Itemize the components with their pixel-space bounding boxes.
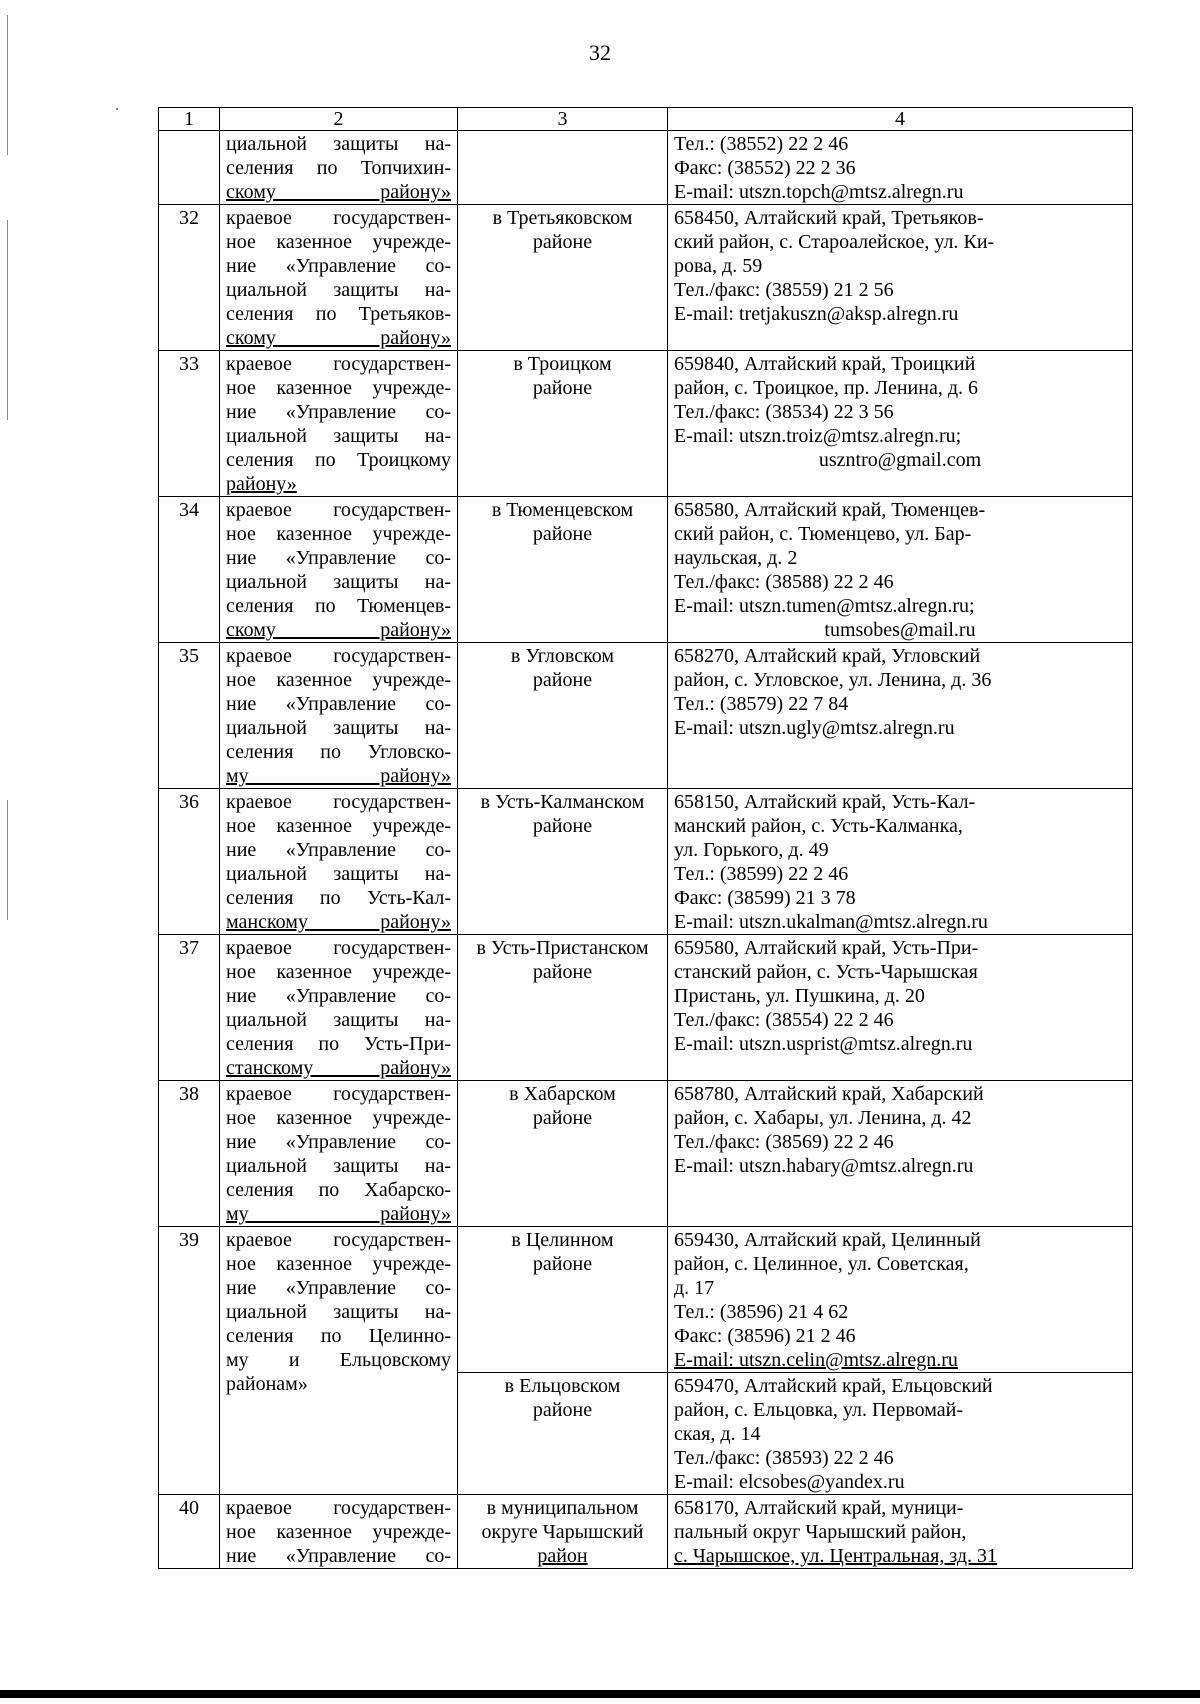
district-name bbox=[458, 643, 668, 789]
institution-line: ное казенное учрежде- bbox=[226, 1521, 451, 1543]
institution-name bbox=[220, 205, 458, 351]
district-line: районе bbox=[532, 523, 593, 545]
district-name bbox=[458, 1373, 668, 1495]
institution-line: ное казенное учрежде- bbox=[226, 523, 451, 545]
institution-name bbox=[220, 1227, 458, 1495]
institution-line: ние «Управление со- bbox=[226, 1277, 451, 1299]
contact-details bbox=[668, 643, 1133, 789]
institution-line: краевое государствен- bbox=[226, 353, 451, 375]
district-name bbox=[458, 1227, 668, 1373]
contact-line: Тел./факс: (38554) 22 2 46 bbox=[674, 1009, 894, 1031]
contact-line: Факс: (38596) 21 2 46 bbox=[674, 1325, 856, 1347]
table-row bbox=[159, 351, 1133, 497]
contact-line: uszntro@gmail.com bbox=[818, 449, 982, 471]
contact-line: с. Чарышское, ул. Центральная, зд. 31 bbox=[674, 1545, 998, 1567]
district-name bbox=[458, 1495, 668, 1569]
institution-line: селения по Усть-Кал- bbox=[226, 887, 451, 909]
contact-line: район, с. Ельцовка, ул. Первомай- bbox=[674, 1399, 964, 1421]
contact-line: 659840, Алтайский край, Троицкий bbox=[674, 353, 976, 375]
contact-line: ул. Горького, д. 49 bbox=[674, 839, 829, 861]
contact-line: E-mail: utszn.usprist@mtsz.alregn.ru bbox=[674, 1033, 973, 1055]
institution-line: селения по Целинно- bbox=[226, 1325, 451, 1347]
institution-name bbox=[220, 351, 458, 497]
district-name bbox=[458, 351, 668, 497]
institution-name bbox=[220, 1081, 458, 1227]
table-row bbox=[159, 935, 1133, 1081]
contact-line: район, с. Угловское, ул. Ленина, д. 36 bbox=[674, 669, 992, 691]
institution-line: селения по Усть-При- bbox=[226, 1033, 451, 1055]
district-line: районе bbox=[532, 1107, 593, 1129]
institution-line: ное казенное учрежде- bbox=[226, 1107, 451, 1129]
contact-line: рова, д. 59 bbox=[674, 255, 763, 277]
table-row bbox=[159, 1081, 1133, 1227]
institution-line: ние «Управление со- bbox=[226, 255, 451, 277]
contact-line: E-mail: elcsobes@yandex.ru bbox=[674, 1471, 905, 1493]
contact-line: 659430, Алтайский край, Целинный bbox=[674, 1229, 981, 1251]
district-line: районе bbox=[532, 1253, 593, 1275]
district-line: районе bbox=[532, 231, 593, 253]
institution-line: циальной защиты на- bbox=[226, 1009, 451, 1031]
header-col-1: 1 bbox=[159, 108, 220, 131]
institution-line: краевое государствен- bbox=[226, 791, 451, 813]
institution-line: циальной защиты на- bbox=[226, 1155, 451, 1177]
table-row bbox=[159, 497, 1133, 643]
institution-line: ное казенное учрежде- bbox=[226, 231, 451, 253]
district-line: в Хабарском bbox=[509, 1083, 616, 1105]
contact-line: ский район, с. Староалейское, ул. Ки- bbox=[674, 231, 995, 253]
offices-table bbox=[158, 107, 1133, 1569]
contact-line: Факс: (38552) 22 2 36 bbox=[674, 157, 856, 179]
header-col-4: 4 bbox=[668, 108, 1133, 131]
institution-line: станскому району» bbox=[226, 1057, 451, 1079]
district-line: в Ельцовском bbox=[504, 1375, 621, 1397]
contact-line: Факс: (38599) 21 3 78 bbox=[674, 887, 856, 909]
district-name bbox=[458, 131, 668, 205]
table-header-row bbox=[159, 108, 1133, 131]
institution-line: ние «Управление со- bbox=[226, 547, 451, 569]
institution-line: циальной защиты на- bbox=[226, 863, 451, 885]
institution-line: циальной защиты на- bbox=[226, 425, 451, 447]
row-number: 36 bbox=[159, 789, 220, 935]
contact-details bbox=[668, 131, 1133, 205]
district-line: в Тюменцевском bbox=[491, 499, 634, 521]
contact-line: 658580, Алтайский край, Тюменцев- bbox=[674, 499, 986, 521]
institution-line: ное казенное учрежде- bbox=[226, 1253, 451, 1275]
row-number: 35 bbox=[159, 643, 220, 789]
institution-line: селения по Топчихин- bbox=[226, 157, 451, 179]
institution-name bbox=[220, 643, 458, 789]
contact-line: Пристань, ул. Пушкина, д. 20 bbox=[674, 985, 925, 1007]
institution-line: му и Ельцовскому bbox=[226, 1349, 451, 1371]
institution-line: му району» bbox=[226, 1203, 451, 1225]
institution-line: циальной защиты на- bbox=[226, 1301, 451, 1323]
contact-line: E-mail: utszn.topch@mtsz.alregn.ru bbox=[674, 181, 964, 203]
table-row bbox=[159, 205, 1133, 351]
contact-line: Тел.: (38599) 22 2 46 bbox=[674, 863, 849, 885]
contact-line: 658170, Алтайский край, муници- bbox=[674, 1497, 964, 1519]
institution-line: ние «Управление со- bbox=[226, 1131, 451, 1153]
table-row bbox=[159, 789, 1133, 935]
institution-line: ное казенное учрежде- bbox=[226, 669, 451, 691]
district-line: районе bbox=[532, 961, 593, 983]
contact-details bbox=[668, 935, 1133, 1081]
contact-line: станский район, с. Усть-Чарышская bbox=[674, 961, 978, 983]
institution-line: скому району» bbox=[226, 181, 451, 203]
contact-line: E-mail: utszn.tumen@mtsz.alregn.ru; bbox=[674, 595, 975, 617]
contact-line: Тел.: (38552) 22 2 46 bbox=[674, 133, 849, 155]
institution-line: циальной защиты на- bbox=[226, 133, 451, 155]
district-line: районе bbox=[532, 669, 593, 691]
institution-line: ние «Управление со- bbox=[226, 839, 451, 861]
contact-details bbox=[668, 1495, 1133, 1569]
contact-details bbox=[668, 351, 1133, 497]
contact-line: д. 17 bbox=[674, 1277, 715, 1299]
contact-details bbox=[668, 1373, 1133, 1495]
institution-line: краевое государствен- bbox=[226, 207, 451, 229]
contact-line: E-mail: utszn.habary@mtsz.alregn.ru bbox=[674, 1155, 974, 1177]
institution-line: селения по Троицкому bbox=[226, 449, 451, 471]
contact-line: E-mail: tretjakuszn@aksp.alregn.ru bbox=[674, 303, 959, 325]
institution-line: краевое государствен- bbox=[226, 1083, 451, 1105]
contact-details bbox=[668, 789, 1133, 935]
institution-name bbox=[220, 131, 458, 205]
contact-details bbox=[668, 1227, 1133, 1373]
row-number: 39 bbox=[159, 1227, 220, 1495]
contact-line: Тел.: (38579) 22 7 84 bbox=[674, 693, 849, 715]
contact-line: Тел./факс: (38593) 22 2 46 bbox=[674, 1447, 894, 1469]
table-row bbox=[159, 131, 1133, 205]
contact-line: наульская, д. 2 bbox=[674, 547, 798, 569]
row-number: 38 bbox=[159, 1081, 220, 1227]
contact-line: 659470, Алтайский край, Ельцовский bbox=[674, 1375, 993, 1397]
contact-line: Тел.: (38596) 21 4 62 bbox=[674, 1301, 849, 1323]
table-row bbox=[159, 1495, 1133, 1569]
district-line: округе Чарышский bbox=[481, 1521, 644, 1543]
contact-details bbox=[668, 205, 1133, 351]
contact-line: пальный округ Чарышский район, bbox=[674, 1521, 967, 1543]
institution-line: ное казенное учрежде- bbox=[226, 377, 451, 399]
table-row bbox=[159, 643, 1133, 789]
district-name bbox=[458, 935, 668, 1081]
scan-edge-mark bbox=[7, 220, 8, 420]
institution-line: му району» bbox=[226, 765, 451, 787]
institution-line: ное казенное учрежде- bbox=[226, 961, 451, 983]
district-line: в Троицком bbox=[513, 353, 612, 375]
district-line: районе bbox=[532, 815, 593, 837]
contact-line: E-mail: utszn.troiz@mtsz.alregn.ru; bbox=[674, 425, 962, 447]
contact-line: 658780, Алтайский край, Хабарский bbox=[674, 1083, 984, 1105]
contact-line: E-mail: utszn.ugly@mtsz.alregn.ru bbox=[674, 717, 955, 739]
district-line: район bbox=[537, 1545, 588, 1567]
institution-line: району» bbox=[226, 473, 297, 495]
contact-line: Тел./факс: (38559) 21 2 56 bbox=[674, 279, 894, 301]
institution-line: скому району» bbox=[226, 619, 451, 641]
table-row bbox=[159, 1227, 1133, 1373]
institution-name bbox=[220, 789, 458, 935]
row-number: 32 bbox=[159, 205, 220, 351]
contact-line: район, с. Троицкое, пр. Ленина, д. 6 bbox=[674, 377, 979, 399]
institution-name bbox=[220, 935, 458, 1081]
contact-line: E-mail: utszn.celin@mtsz.alregn.ru bbox=[674, 1349, 958, 1371]
contact-details bbox=[668, 1081, 1133, 1227]
contact-line: манский район, с. Усть-Калманка, bbox=[674, 815, 963, 837]
row-number: 34 bbox=[159, 497, 220, 643]
institution-line: ние «Управление со- bbox=[226, 1545, 451, 1567]
contact-line: ский район, с. Тюменцево, ул. Бар- bbox=[674, 523, 972, 545]
contact-line: ская, д. 14 bbox=[674, 1423, 761, 1445]
contact-line: 658450, Алтайский край, Третьяков- bbox=[674, 207, 984, 229]
institution-line: ное казенное учрежде- bbox=[226, 815, 451, 837]
contact-line: 658150, Алтайский край, Усть-Кал- bbox=[674, 791, 976, 813]
institution-line: скому району» bbox=[226, 327, 451, 349]
institution-line: манскому району» bbox=[226, 911, 451, 933]
institution-line: краевое государствен- bbox=[226, 645, 451, 667]
institution-name bbox=[220, 1495, 458, 1569]
scan-edge-mark bbox=[7, 15, 8, 155]
institution-line: циальной защиты на- bbox=[226, 279, 451, 301]
district-line: в Третьяковском bbox=[492, 207, 633, 229]
institution-line: ние «Управление со- bbox=[226, 693, 451, 715]
institution-name bbox=[220, 497, 458, 643]
institution-line: ние «Управление со- bbox=[226, 401, 451, 423]
contact-line: Тел./факс: (38534) 22 3 56 bbox=[674, 401, 894, 423]
district-line: в Усть-Калманском bbox=[480, 791, 645, 813]
institution-line: краевое государствен- bbox=[226, 937, 451, 959]
institution-line: краевое государствен- bbox=[226, 1229, 451, 1251]
contact-line: E-mail: utszn.ukalman@mtsz.alregn.ru bbox=[674, 911, 988, 933]
institution-line: селения по Угловско- bbox=[226, 741, 451, 763]
district-line: в муниципальном bbox=[486, 1497, 639, 1519]
institution-line: селения по Хабарско- bbox=[226, 1179, 451, 1201]
institution-line: краевое государствен- bbox=[226, 1497, 451, 1519]
row-number bbox=[159, 131, 220, 205]
contact-line: tumsobes@mail.ru bbox=[824, 619, 976, 641]
header-col-3: 3 bbox=[458, 108, 668, 131]
district-name bbox=[458, 497, 668, 643]
contact-line: 659580, Алтайский край, Усть-При- bbox=[674, 937, 979, 959]
contact-line: Тел./факс: (38569) 22 2 46 bbox=[674, 1131, 894, 1153]
contact-details bbox=[668, 497, 1133, 643]
district-name bbox=[458, 789, 668, 935]
district-line: в Целинном bbox=[511, 1229, 614, 1251]
contact-line: район, с. Целинное, ул. Советская, bbox=[674, 1253, 969, 1275]
institution-line: краевое государствен- bbox=[226, 499, 451, 521]
row-number: 33 bbox=[159, 351, 220, 497]
scan-bottom-band bbox=[0, 1690, 1200, 1698]
district-name bbox=[458, 205, 668, 351]
institution-line: ние «Управление со- bbox=[226, 985, 451, 1007]
institution-line: циальной защиты на- bbox=[226, 717, 451, 739]
institution-line: селения по Тюменцев- bbox=[226, 595, 451, 617]
row-number: 40 bbox=[159, 1495, 220, 1569]
header-col-2: 2 bbox=[220, 108, 458, 131]
institution-line: селения по Третьяков- bbox=[226, 303, 451, 325]
district-line: районе bbox=[532, 377, 593, 399]
contact-line: 658270, Алтайский край, Угловский bbox=[674, 645, 981, 667]
row-number: 37 bbox=[159, 935, 220, 1081]
contact-line: Тел./факс: (38588) 22 2 46 bbox=[674, 571, 894, 593]
district-line: районе bbox=[532, 1399, 593, 1421]
district-line: в Угловском bbox=[510, 645, 615, 667]
district-name bbox=[458, 1081, 668, 1227]
scan-edge-mark bbox=[7, 800, 8, 920]
scan-dot bbox=[116, 108, 118, 110]
page-number: 32 bbox=[589, 40, 611, 65]
contact-line: район, с. Хабары, ул. Ленина, д. 42 bbox=[674, 1107, 972, 1129]
institution-line: районам» bbox=[226, 1373, 308, 1395]
district-line: в Усть-Пристанском bbox=[476, 937, 649, 959]
institution-line: циальной защиты на- bbox=[226, 571, 451, 593]
